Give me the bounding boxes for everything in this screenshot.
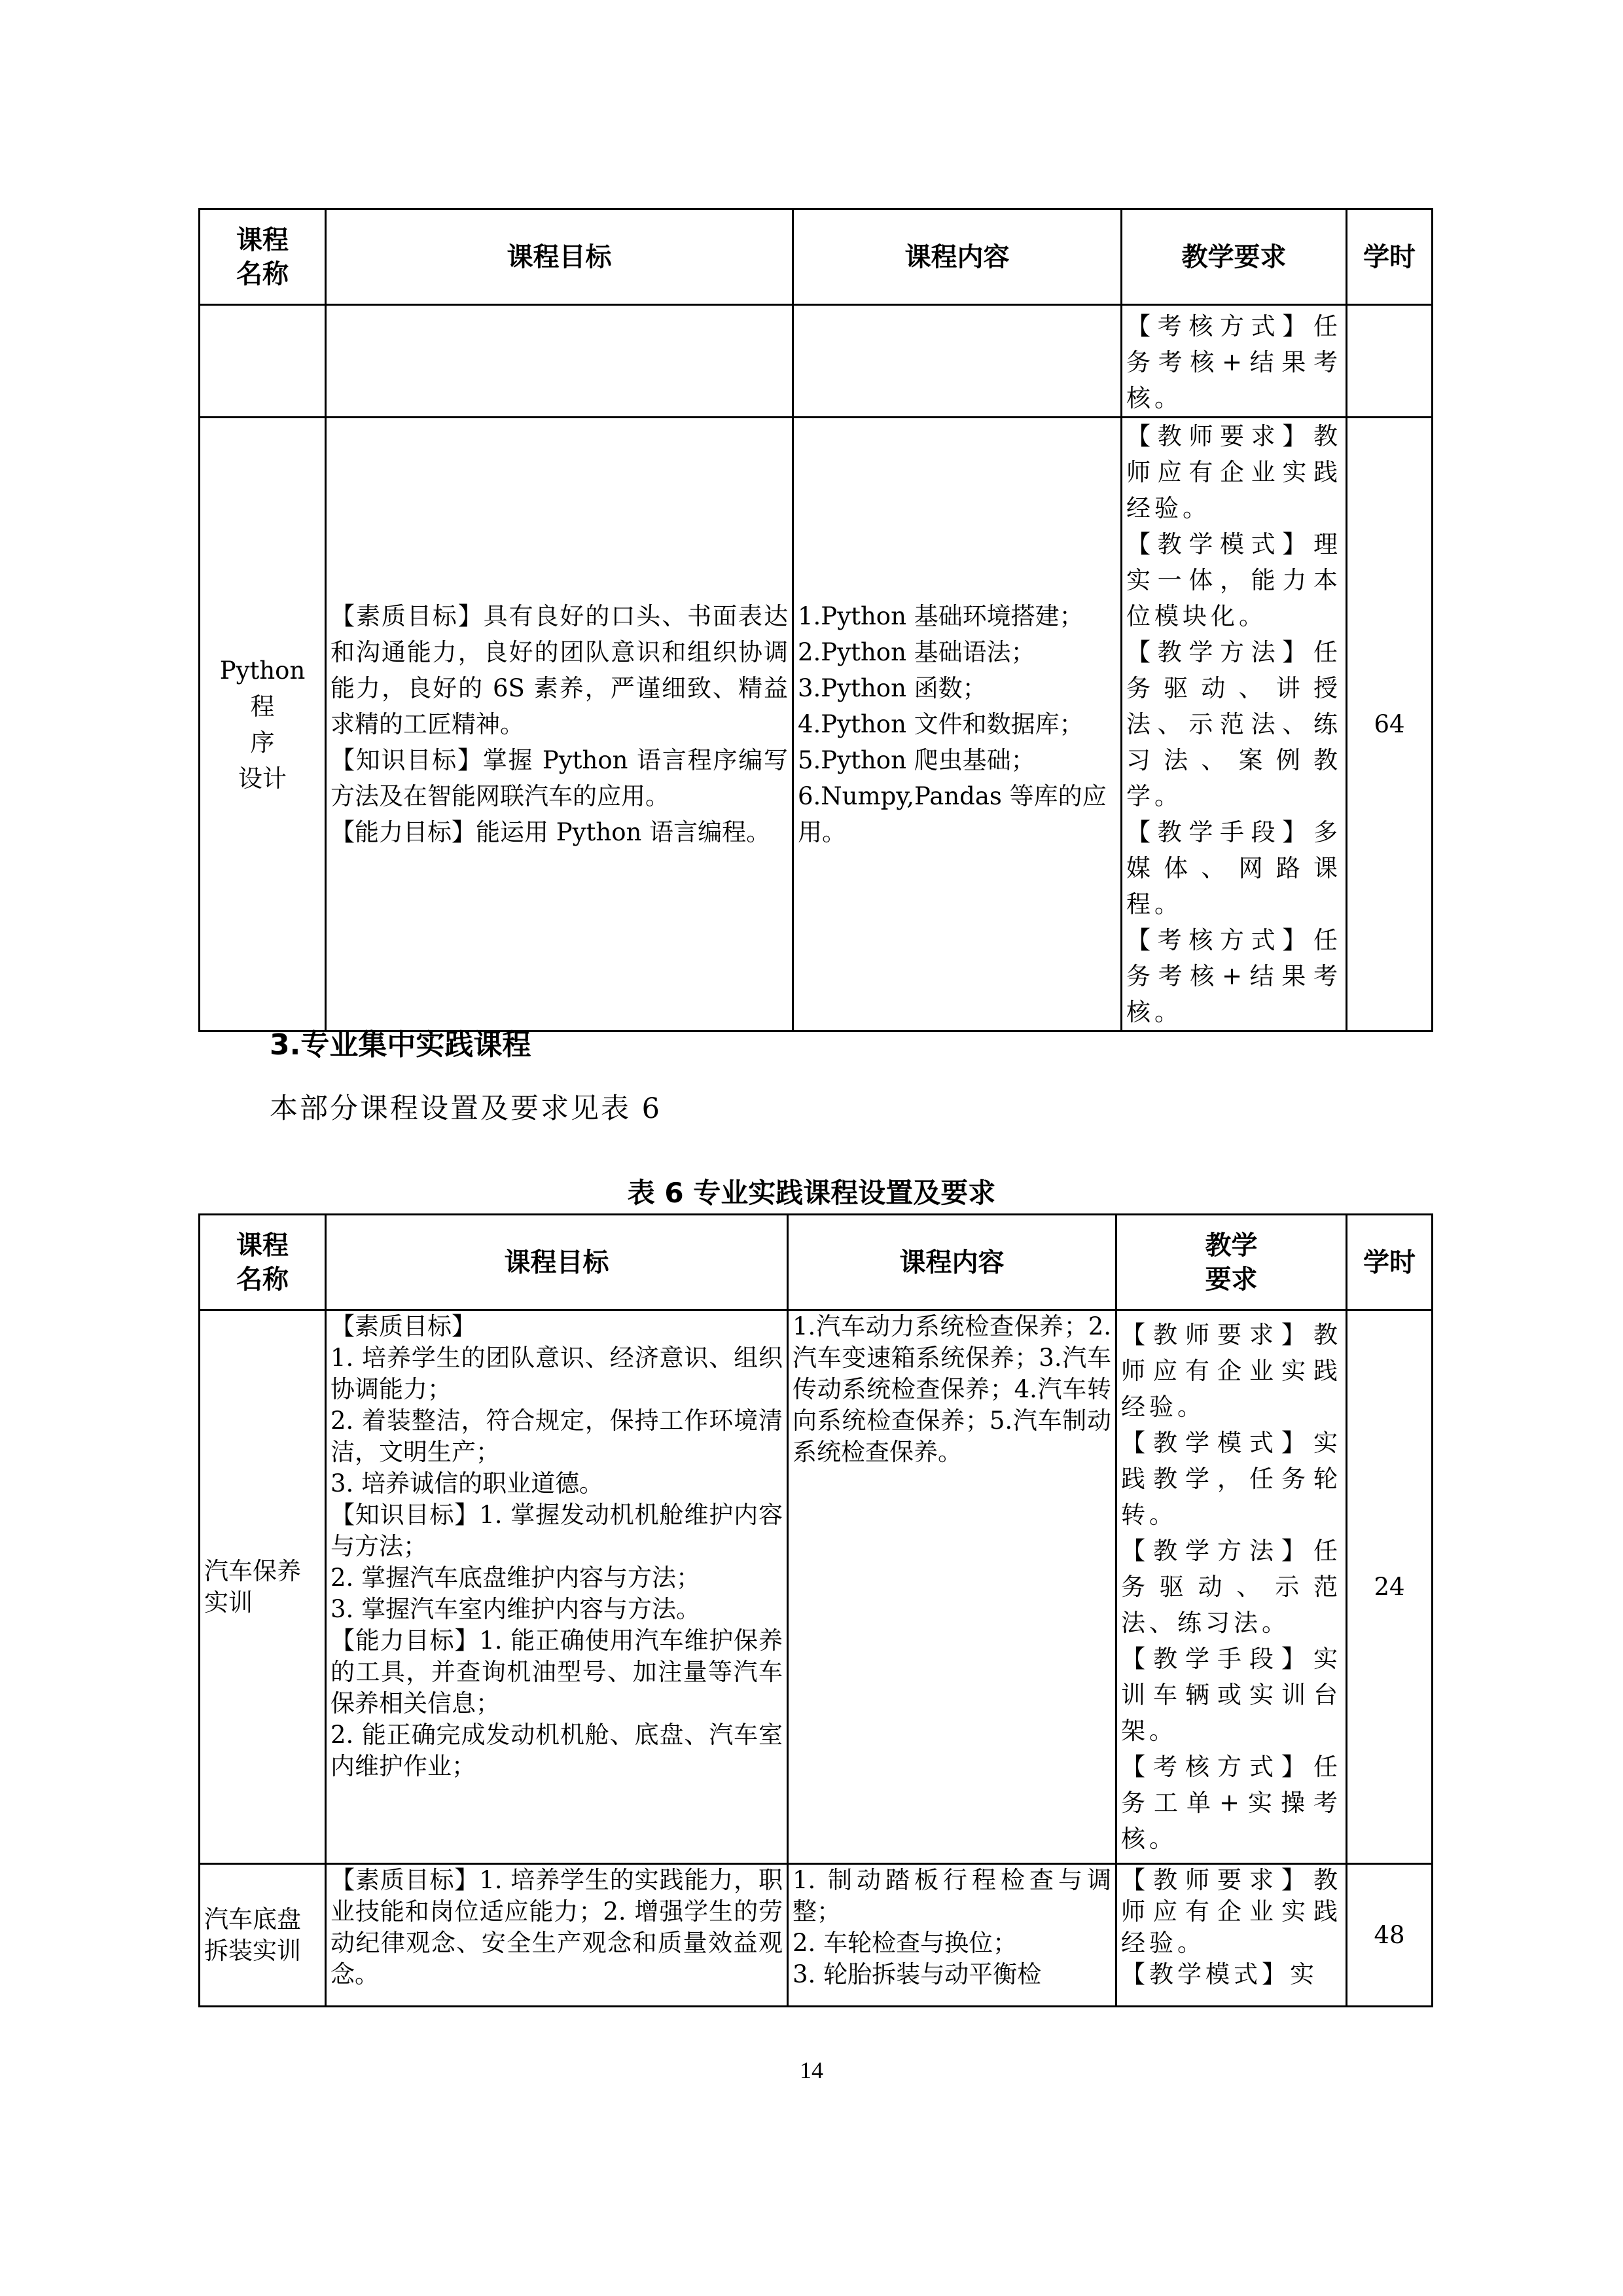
teaching-means: 【教学手段】实训车辆或实训台架。 [1121,1645,1342,1745]
objectives-cell [326,1310,788,1864]
requirements-cell [1116,1864,1347,2007]
content-cell [793,418,1122,1031]
teaching-mode: 【教学模式】实 [1121,1960,1318,1988]
objectives-cell [326,305,793,418]
course-name-cell: 汽车保养 实训 [200,1310,326,1864]
content-item: 3.Python 函数； [798,674,987,702]
objectives-cell: 【素质目标】1. 培养学生的实践能力，职业技能和岗位适应能力；2. 增强学生的劳动纪律观念、安全生产观念和质量效益观念。 [326,1864,788,2007]
header-teaching-requirements: 教学 要求 [1116,1215,1347,1310]
practice-course-table [198,1213,1433,2007]
requirements-cell [1122,305,1347,418]
hours-cell: 64 [1347,418,1433,1031]
header-course-name: 课程 名称 [200,1215,326,1310]
content-cell [788,1864,1116,2007]
content-item: 5.Python 爬虫基础； [798,746,1035,774]
content-item: 6.Numpy,Pandas 等库的应用。 [798,782,1107,846]
objectives-cell [326,418,793,1031]
course-name-cell: 汽车底盘 拆装实训 [200,1864,326,2007]
hours-cell: 24 [1347,1310,1433,1864]
objective-line: 3. 培养诚信的职业道德。 [330,1469,604,1498]
content-cell [793,305,1122,418]
table-row [200,305,1433,418]
objective-line: 【能力目标】1. 能正确使用汽车维护保养的工具，并查询机油型号、加注量等汽车保养相关信息； [330,1626,783,1717]
header-hours: 学时 [1347,209,1433,305]
page-number: 14 [800,2057,823,2083]
hours-cell: 48 [1347,1864,1433,2007]
ability-objective: 【能力目标】能运用 Python 语言编程。 [330,818,771,846]
teaching-mode: 【教学模式】理实一体，能力本位模块化。 [1126,530,1342,630]
objective-line: 1. 培养学生的团队意识、经济意识、组织协调能力； [330,1344,783,1403]
quality-objective: 【素质目标】具有良好的口头、书面表达和沟通能力，良好的团队意识和组织协调能力，良好的 6S 素养，严谨细致、精益求精的工匠精神。 [330,602,788,738]
knowledge-objective: 【知识目标】掌握 Python 语言程序编写方法及在智能网联汽车的应用。 [330,746,788,810]
table-row [200,1310,1433,1864]
hours-cell [1347,305,1433,418]
course-name-cell [200,305,326,418]
requirements-cell [1116,1310,1347,1864]
course-name-cell: Python 程 序 设计 [200,418,326,1031]
content-item: 2. 车轮检查与换位； [793,1929,1018,1957]
content-cell: 1.汽车动力系统检查保养；2.汽车变速箱系统保养；3.汽车传动系统检查保养；4.汽车转向系统检查保养；5.汽车制动系统检查保养。 [788,1310,1116,1864]
table-row [200,1864,1433,2007]
objective-line: 2. 能正确完成发动机机舱、底盘、汽车室内维护作业； [330,1721,783,1780]
objective-line: 2. 掌握汽车底盘维护内容与方法； [330,1564,701,1592]
table-header-row [200,209,1433,305]
header-hours: 学时 [1347,1215,1433,1310]
objective-line: 【素质目标】 [330,1312,476,1340]
header-course-content: 课程内容 [793,209,1122,305]
teacher-requirement: 【教师要求】教师应有企业实践经验。 [1121,1321,1342,1421]
objective-line: 3. 掌握汽车室内维护内容与方法。 [330,1595,701,1623]
teaching-means: 【教学手段】多媒体、网路课程。 [1126,818,1342,918]
teaching-mode: 【教学模式】实践教学，任务轮转。 [1121,1429,1342,1529]
header-course-objectives: 课程目标 [326,209,793,305]
assessment-method: 【考核方式】任务考核+结果考核。 [1126,926,1342,1026]
teaching-method: 【教学方法】任务驱动、讲授法、示范法、练习法、案例教学。 [1126,638,1342,810]
teacher-requirement: 【教师要求】教师应有企业实践经验。 [1126,422,1342,522]
content-item: 4.Python 文件和数据库； [798,710,1084,738]
objective-line: 2. 着装整洁，符合规定，保持工作环境清洁，文明生产； [330,1407,783,1466]
teacher-requirement: 【教师要求】教师应有企业实践经验。 [1121,1866,1342,1957]
header-course-content: 课程内容 [788,1215,1116,1310]
section-heading: 3.专业集中实践课程 [270,1028,531,1062]
content-item: 2.Python 基础语法； [798,638,1035,666]
assessment-requirement: 【考核方式】任务考核+结果考核。 [1126,312,1342,412]
course-table-continued [198,208,1433,1032]
table-caption: 表 6 专业实践课程设置及要求 [627,1177,996,1209]
section-paragraph: 本部分课程设置及要求见表 6 [270,1092,662,1125]
teaching-method: 【教学方法】任务驱动、示范法、练习法。 [1121,1537,1342,1637]
objective-line: 【知识目标】1. 掌握发动机机舱维护内容与方法； [330,1501,783,1560]
content-item: 1.Python 基础环境搭建； [798,602,1084,630]
content-item: 3. 轮胎拆装与动平衡检 [793,1960,1042,1988]
table-header-row [200,1215,1433,1310]
content-item: 1. 制动踏板行程检查与调整； [793,1866,1111,1926]
header-course-name: 课程 名称 [200,209,326,305]
header-course-objectives: 课程目标 [326,1215,788,1310]
assessment-method: 【考核方式】任务工单+实操考核。 [1121,1753,1342,1853]
header-teaching-requirements: 教学要求 [1122,209,1347,305]
table-row [200,418,1433,1031]
requirements-cell [1122,418,1347,1031]
